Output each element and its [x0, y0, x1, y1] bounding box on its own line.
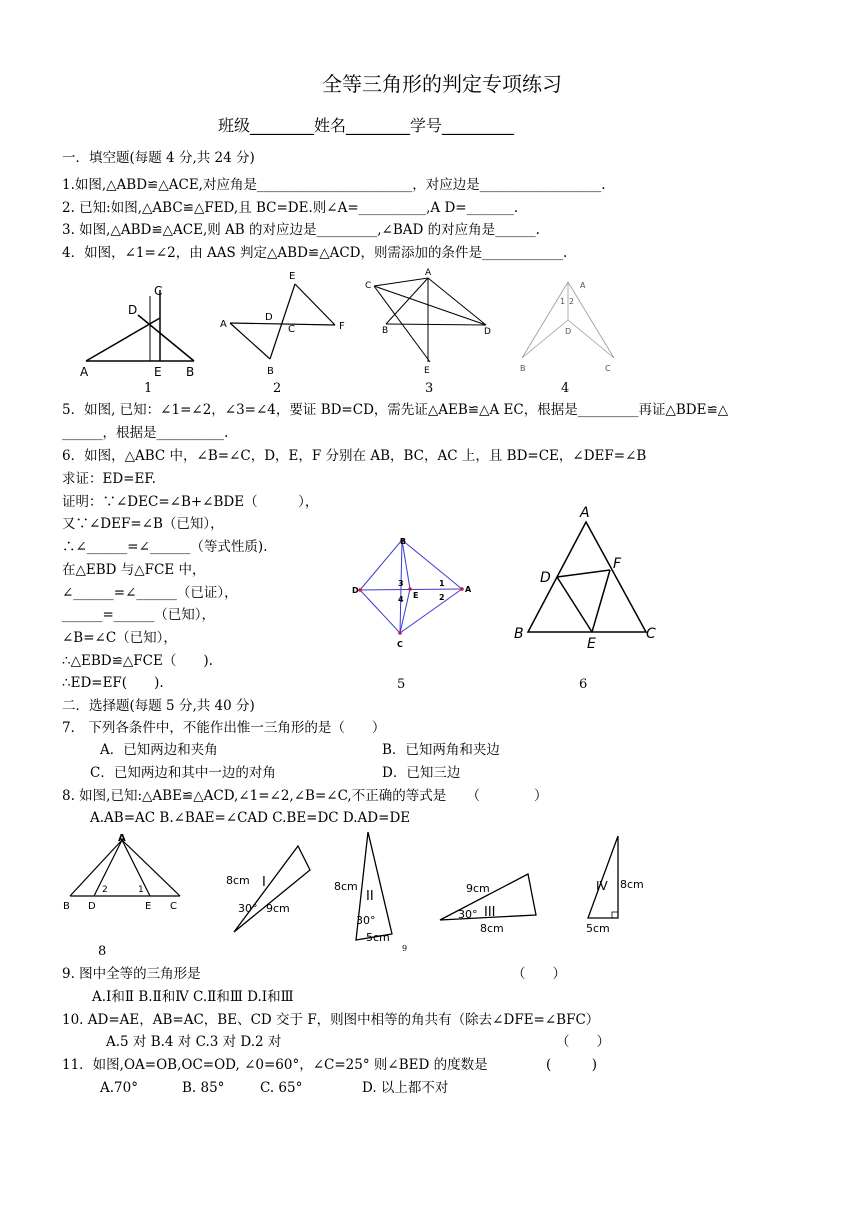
- fig6-label-B: B: [514, 626, 524, 642]
- figure-6-caption: 6: [579, 677, 588, 692]
- question-1: 1.如图,△ABD≌△ACE,对应角是_______________________，对应边是__________________.: [62, 177, 606, 193]
- student-info-line: 班级________姓名________学号_________: [218, 116, 515, 135]
- fig4-label-D: D: [565, 327, 572, 336]
- question-5-line-1: 5．如图, 已知：∠1=∠2，∠3=∠4，要证 BD=CD，需先证△AEB≌△A EC，根据是_________再证△BDE≌△: [62, 402, 729, 418]
- question-4: 4．如图，∠1=∠2，由 AAS 判定△ABD≌△ACD，则需添加的条件是____________.: [62, 245, 568, 261]
- figure-6: [510, 502, 670, 652]
- fig4-angle-2: 2: [569, 297, 575, 306]
- fig3-label-D: D: [484, 327, 491, 337]
- proof-step-5: ∠______=∠______（已证），: [62, 585, 238, 601]
- fig5-label-D: D: [352, 586, 359, 595]
- q7-option-d: D．已知三边: [382, 765, 461, 781]
- fig8-label-C: C: [170, 901, 177, 912]
- fig8-angle-2: 2: [102, 885, 108, 895]
- fig5-angle-1: 1: [439, 579, 445, 588]
- question-6-stem: 6．如图，△ABC 中，∠B=∠C，D，E，F 分别在 AB，BC，AC 上，且 BD=CE，∠DEF=∠B: [62, 448, 647, 464]
- q7-option-b: B．已知两角和夹边: [382, 742, 500, 758]
- fig6-label-D: D: [540, 570, 551, 586]
- fig2-label-F: F: [339, 321, 345, 332]
- fig8-angle-1: 1: [138, 885, 144, 895]
- proof-step-1: 证明：∵∠DEC=∠B+∠BDE（ ），: [62, 494, 319, 510]
- figure-9-triangle-II: [330, 828, 400, 948]
- question-5-line-2: ______，根据是__________.: [62, 425, 229, 441]
- fig6-label-F: F: [613, 556, 622, 572]
- fig9-t2-label: II: [366, 889, 374, 904]
- fig5-label-B: B: [400, 537, 407, 546]
- figure-8-caption: 8: [98, 944, 107, 959]
- q10-options: A.5 对 B.4 对 C.3 对 D.2 对: [106, 1034, 282, 1050]
- fig1-label-C: C: [154, 284, 163, 298]
- question-3: 3. 如图,△ABD≌△ACE,则 AB 的对应边是_________,∠BAD 的对应角是______.: [62, 222, 540, 238]
- figure-9-triangle-III: [432, 860, 552, 940]
- fig5-angle-2: 2: [439, 593, 445, 602]
- proof-step-6: ______=______（已知），: [62, 607, 216, 623]
- fig6-label-E: E: [587, 636, 596, 652]
- fig9-t3-angle: 30°: [458, 908, 478, 921]
- fig9-t3-side-b: 8cm: [480, 922, 504, 935]
- figure-2: [215, 266, 355, 378]
- fig9-t4-side-a: 8cm: [620, 878, 644, 891]
- q7-option-c: C．已知两边和其中一边的对角: [90, 765, 276, 781]
- question-11: 11．如图,OA=OB,OC=OD, ∠0=60°，∠C=25° 则∠BED 的度数是: [62, 1057, 488, 1073]
- fig2-label-D: D: [265, 312, 273, 323]
- fig3-label-E: E: [424, 366, 430, 376]
- figure-9-triangle-I: [210, 840, 320, 940]
- fig9-t1-side-b: 9cm: [266, 902, 290, 915]
- fig1-label-A: A: [80, 365, 89, 379]
- fig8-label-E: E: [145, 901, 152, 912]
- figure-5-caption: 5: [397, 677, 406, 692]
- question-2: 2. 已知:如图,△ABC≌△FED,且 BC=DE.则∠A=__________,A D=_______.: [62, 200, 519, 216]
- fig8-label-B: B: [63, 901, 70, 912]
- q7-option-a: A．已知两边和夹角: [100, 742, 218, 758]
- figure-5: [350, 530, 480, 660]
- fig6-label-A: A: [580, 505, 590, 521]
- fig5-label-A: A: [465, 585, 472, 594]
- question-10: 10. AD=AE，AB=AC，BE、CD 交于 F，则图中相等的角共有（除去∠DFE=∠BFC）: [62, 1012, 600, 1028]
- figure-9-triangle-IV: [580, 828, 650, 938]
- figure-8: [60, 830, 190, 910]
- fig6-label-C: C: [646, 626, 656, 642]
- fig2-label-A: A: [220, 319, 227, 330]
- question-9: 9. 图中全等的三角形是: [62, 966, 201, 982]
- proof-step-3: ∴∠______=∠______（等式性质).: [62, 539, 268, 555]
- fig4-label-A: A: [580, 281, 586, 290]
- fig5-angle-3: 3: [398, 579, 404, 588]
- fig9-t1-angle: 30°: [238, 902, 258, 915]
- figure-9-caption: 9: [402, 944, 408, 953]
- proof-step-8: ∴△EBD≌△FCE（ ).: [62, 653, 213, 669]
- fig5-label-C: C: [397, 640, 403, 649]
- figure-1: [76, 282, 206, 382]
- fig9-t3-side-a: 9cm: [466, 882, 490, 895]
- figure-4-caption: 4: [561, 381, 570, 396]
- fig5-angle-4: 4: [398, 595, 404, 604]
- fig9-t2-side-b: 5cm: [366, 931, 390, 944]
- question-9-answer-paren: （ ）: [512, 966, 566, 982]
- fig4-angle-1: 1: [560, 297, 566, 306]
- q11-option-b: B. 85°: [182, 1080, 225, 1096]
- fig9-t3-label: III: [484, 905, 496, 920]
- fig9-t1-side-a: 8cm: [226, 874, 250, 887]
- fig9-t1-label: I: [262, 875, 266, 890]
- proof-step-9: ∴ED=EF( ).: [62, 675, 164, 691]
- fig1-label-B: B: [186, 365, 195, 379]
- q8-options: A.AB=AC B.∠BAE=∠CAD C.BE=DC D.AD=DE: [90, 810, 411, 826]
- question-6-prove: 求证：ED=EF.: [62, 471, 156, 487]
- fig2-label-B: B: [267, 366, 274, 377]
- fig8-label-A: A: [118, 833, 126, 844]
- proof-step-4: 在△EBD 与△FCE 中，: [62, 562, 206, 578]
- fig2-label-E: E: [289, 271, 296, 282]
- figure-2-caption: 2: [273, 381, 282, 396]
- figure-4: [510, 276, 630, 376]
- fig2-label-C: C: [288, 324, 295, 335]
- question-8: 8. 如图,已知:△ABE≌△ACD,∠1=∠2,∠B=∠C,不正确的等式是 （ ）: [62, 788, 548, 804]
- fig1-label-E: E: [154, 365, 162, 379]
- question-10-answer-paren: （ ）: [556, 1034, 610, 1050]
- fig3-label-B: B: [382, 326, 389, 336]
- fig3-label-C: C: [365, 281, 372, 291]
- figure-3-caption: 3: [425, 381, 434, 396]
- fig4-label-C: C: [605, 364, 611, 373]
- question-11-answer-paren: ( ): [546, 1057, 598, 1073]
- section-heading-choice: 二．选择题(每题 5 分,共 40 分): [62, 698, 255, 714]
- q11-option-a: A.70°: [100, 1080, 138, 1096]
- fig9-t4-label: IV: [596, 879, 608, 893]
- section-heading-fill: 一．填空题(每题 4 分,共 24 分): [62, 150, 255, 166]
- fig3-label-A: A: [425, 268, 432, 278]
- fig5-label-E: E: [413, 591, 419, 600]
- figure-1-caption: 1: [144, 381, 153, 396]
- fig1-label-D: D: [128, 303, 138, 317]
- q11-option-d: D. 以上都不对: [362, 1080, 449, 1096]
- fig8-label-D: D: [88, 901, 96, 912]
- fig9-t2-angle: 30°: [356, 914, 376, 927]
- fig4-label-B: B: [520, 364, 526, 373]
- fig9-t2-side-a: 8cm: [334, 880, 358, 893]
- fig9-t4-side-b: 5cm: [586, 922, 610, 935]
- page-title: 全等三角形的判定专项练习: [322, 72, 562, 96]
- q11-option-c: C. 65°: [260, 1080, 303, 1096]
- proof-step-7: ∠B=∠C（已知），: [62, 630, 177, 646]
- figure-3: [360, 266, 500, 378]
- proof-step-2: 又∵∠DEF=∠B（已知），: [62, 516, 224, 532]
- q9-options: A.Ⅰ和Ⅱ B.Ⅱ和Ⅳ C.Ⅱ和Ⅲ D.Ⅰ和Ⅲ: [92, 989, 294, 1005]
- question-7: 7． 下列各条件中，不能作出惟一三角形的是（ ）: [62, 720, 386, 736]
